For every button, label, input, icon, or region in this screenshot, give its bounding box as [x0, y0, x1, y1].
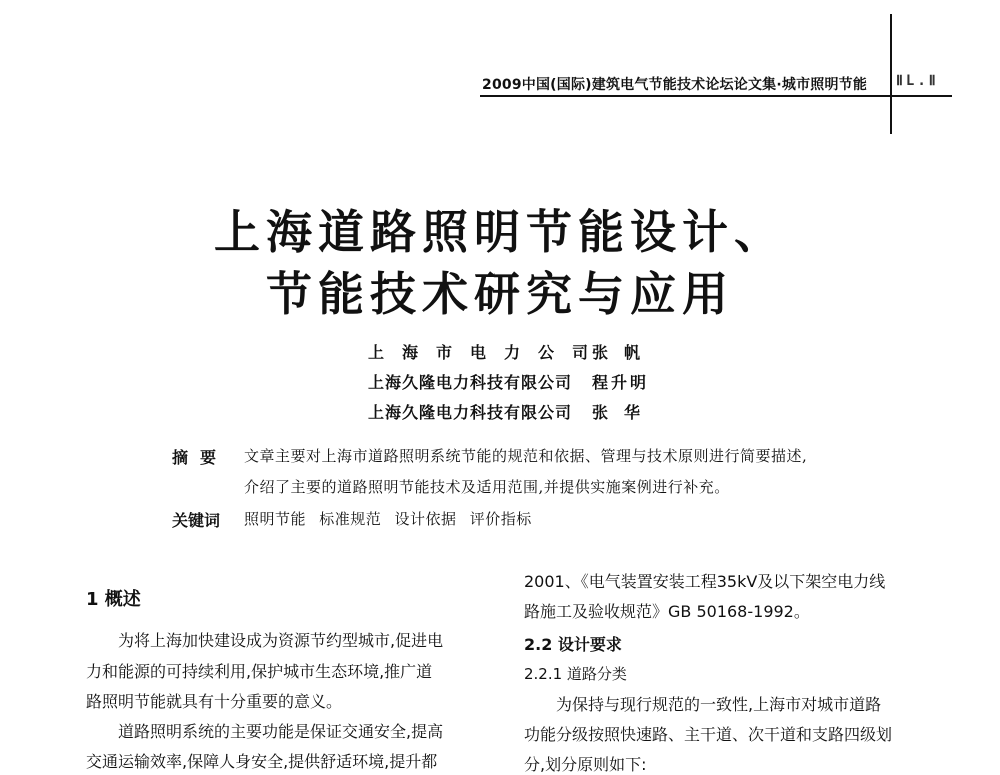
body-text-line: 力和能源的可持续利用,保护城市生态环境,推广道 — [86, 662, 433, 681]
body-text-line: 为保持与现行规范的一致性,上海市对城市道路 — [556, 695, 882, 714]
abstract-label: 摘要 — [172, 448, 229, 467]
body-text-line: 道路照明系统的主要功能是保证交通安全,提高 — [118, 722, 444, 741]
author-affiliation: 上海久隆电力科技有限公司 — [368, 403, 573, 422]
body-text-line: 交通运输效率,保障人身安全,提供舒适环境,提升都 — [86, 752, 438, 771]
body-text-line: 为将上海加快建设成为资源节约型城市,促进电 — [118, 631, 444, 650]
keywords-text: 照明节能 标准规范 设计依据 评价指标 — [244, 510, 532, 528]
body-text-line: 2001、《电气装置安装工程35kV及以下架空电力线 — [524, 572, 886, 591]
author-affiliation: 上海市电力公司 — [368, 343, 607, 362]
author-name: 张帆 — [592, 343, 657, 362]
header-rule — [480, 95, 952, 97]
paper-title-line-2: 节能技术研究与应用 — [266, 267, 734, 321]
section-heading-design-requirements: 2.2 设计要求 — [524, 635, 622, 654]
paper-title-line-1: 上海道路照明节能设计、 — [214, 205, 786, 259]
author-name: 程升明 — [592, 373, 650, 392]
author-affiliation: 上海久隆电力科技有限公司 — [368, 373, 573, 392]
section-heading-overview: 1 概述 — [86, 589, 141, 610]
subsection-heading-road-classification: 2.2.1 道路分类 — [524, 665, 627, 683]
abstract-text-line-1: 文章主要对上海市道路照明系统节能的规范和依据、管理与技术原则进行简要描述, — [244, 447, 808, 465]
body-text-line: 路施工及验收规范》GB 50168-1992。 — [524, 602, 810, 621]
running-header: 2009中国(国际)建筑电气节能技术论坛论文集·城市照明节能 — [482, 77, 868, 93]
page-number: ⅡL.Ⅱ — [896, 73, 939, 89]
author-name: 张华 — [592, 403, 657, 422]
keywords-label: 关键词 — [172, 511, 221, 530]
body-text-line: 分,划分原则如下: — [524, 755, 647, 774]
body-text-line: 路照明节能就具有十分重要的意义。 — [86, 692, 343, 711]
vertical-rule — [890, 14, 892, 134]
body-text-line: 功能分级按照快速路、主干道、次干道和支路四级划 — [524, 725, 893, 744]
abstract-text-line-2: 介绍了主要的道路照明节能技术及适用范围,并提供实施案例进行补充。 — [244, 478, 730, 496]
